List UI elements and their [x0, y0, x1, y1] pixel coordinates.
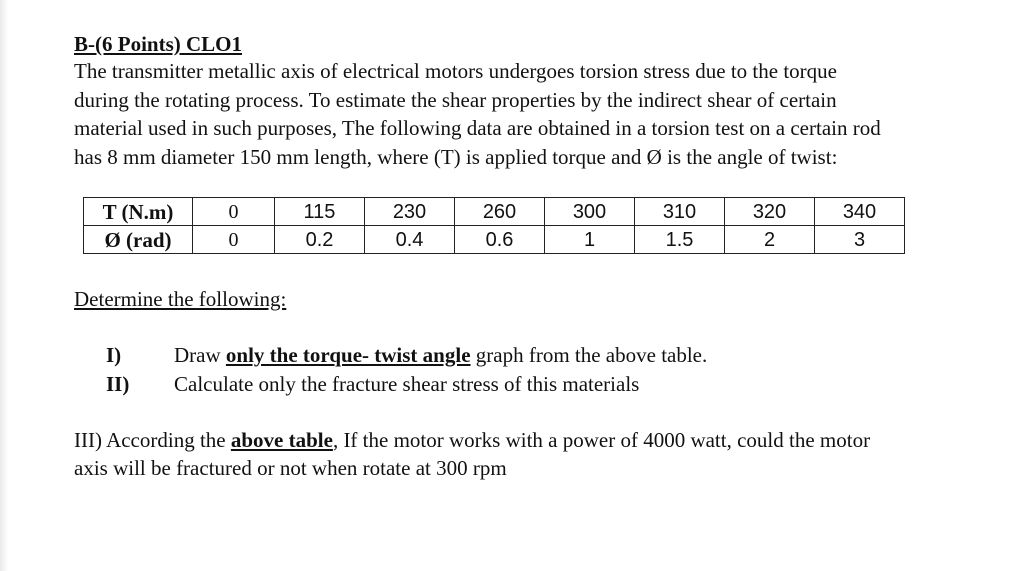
task-3-text-start: III) According the: [74, 428, 231, 452]
row-header-angle: Ø (rad): [84, 226, 193, 254]
task-text-end: graph from the above table.: [470, 343, 708, 367]
table-cell: 2: [725, 226, 815, 254]
table-cell: 0: [193, 198, 275, 226]
task-3-line: axis will be fractured or not when rotate at 300 rpm: [74, 456, 507, 480]
page-edge-shadow: [0, 0, 8, 571]
intro-line: The transmitter metallic axis of electrical motors undergoes torsion stress due to the torque: [74, 59, 837, 83]
table-cell: 1: [545, 226, 635, 254]
task-number: I): [106, 343, 122, 367]
task-text: Calculate only the fracture shear stress of this materials: [174, 372, 640, 396]
table-cell: 0.6: [455, 226, 545, 254]
task-3-emphasis: above table: [230, 428, 333, 452]
intro-line: has 8 mm diameter 150 mm length, where (T) is applied torque and Ø is the angle of twist:: [74, 144, 838, 169]
table-row-torque: [84, 198, 905, 226]
task-text-start: Draw: [174, 343, 226, 367]
table-cell: 3: [815, 226, 905, 254]
table-cell: 260: [455, 198, 545, 226]
determine-heading: Determine the following:: [74, 287, 287, 311]
table-cell: 320: [725, 198, 815, 226]
task-3-text-end: , If the motor works with a power of 4000 watt, could the motor: [332, 428, 871, 452]
task-text: [174, 342, 707, 368]
problem-statement: [74, 57, 1024, 171]
table-cell: 230: [365, 198, 455, 226]
intro-line: during the rotating process. To estimate the shear properties by the indirect shear of certain: [74, 87, 837, 112]
task-item-3: [74, 426, 1024, 482]
row-header-torque: T (N.m): [84, 198, 193, 226]
torsion-data-table: [83, 197, 905, 254]
intro-line: material used in such purposes, The following data are obtained in a torsion test on a certain rod: [74, 116, 881, 140]
table-row-angle: [84, 226, 905, 254]
table-cell: 0.4: [365, 226, 455, 254]
question-heading: B-(6 Points) CLO1: [74, 32, 242, 56]
task-3-line: [74, 426, 1024, 454]
table-cell: 0: [193, 226, 275, 254]
table-cell: 1.5: [635, 226, 725, 254]
table-cell: 310: [635, 198, 725, 226]
table-cell: 115: [275, 198, 365, 226]
table-cell: 340: [815, 198, 905, 226]
table-cell: 300: [545, 198, 635, 226]
table-cell: 0.2: [275, 226, 365, 254]
task-number: II): [106, 372, 130, 396]
task-emphasis: only the torque- twist angle: [225, 343, 471, 367]
